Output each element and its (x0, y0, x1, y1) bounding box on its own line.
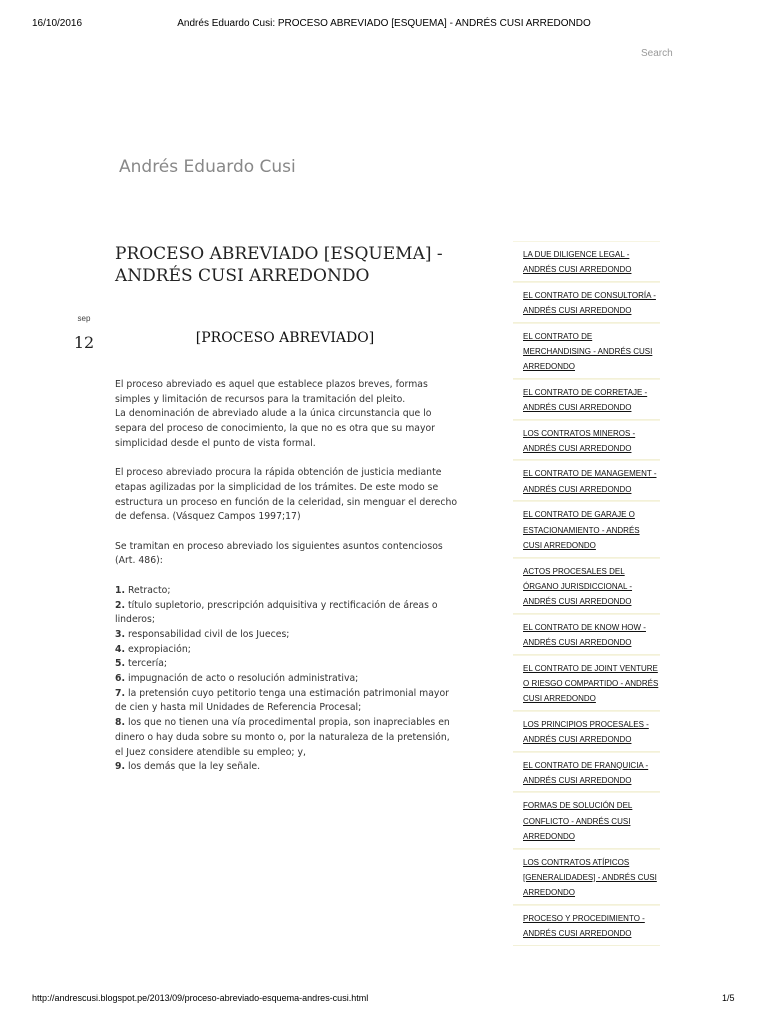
list-item: 6. impugnación de acto o resolución administrativa; (115, 673, 359, 685)
print-page-number: 1/5 (722, 993, 735, 1003)
sidebar-link[interactable]: LOS CONTRATOS ATÍPICOS [GENERALIDADES] - ANDRÉS CUSI ARREDONDO (523, 857, 657, 898)
print-date: 16/10/2016 (32, 18, 83, 29)
list-item: 9. los demás que la ley señale. (115, 761, 261, 773)
sidebar-item (513, 282, 660, 323)
sidebar-item (513, 241, 660, 282)
sidebar-link[interactable]: EL CONTRATO DE CORRETAJE - ANDRÉS CUSI ARREDONDO (523, 387, 648, 413)
sidebar-item (513, 905, 660, 946)
sidebar-item (513, 655, 660, 711)
sidebar-item (513, 323, 660, 379)
sidebar-link[interactable]: EL CONTRATO DE FRANQUICIA - ANDRÉS CUSI ARREDONDO (523, 760, 649, 785)
sidebar-related-posts (513, 241, 660, 946)
list-item: 1. Retracto; (115, 584, 171, 596)
print-url: http://andrescusi.blogspot.pe/2013/09/proceso-abreviado-esquema-andres-cusi.html (32, 993, 369, 1003)
sidebar-item (513, 558, 660, 614)
sidebar-item (513, 752, 660, 793)
sidebar-item (513, 501, 660, 557)
sidebar-link[interactable]: LA DUE DILIGENCE LEGAL - ANDRÉS CUSI ARREDONDO (523, 250, 632, 275)
post-heading: [PROCESO ABREVIADO] (195, 330, 375, 346)
paragraph-definition: El proceso abreviado es aquel que establece plazos breves, formas simples y limitación de recursos para la tramitación del pleito. (115, 379, 428, 405)
sidebar-link[interactable]: LOS CONTRATOS MINEROS - ANDRÉS CUSI ARREDONDO (523, 428, 636, 454)
contentious-matters-list (115, 584, 460, 775)
sidebar-item (513, 849, 660, 905)
sidebar-link[interactable]: EL CONTRATO DE MERCHANDISING - ANDRÉS CUSI ARREDONDO (523, 331, 653, 372)
sidebar-item (513, 711, 660, 752)
sidebar-link[interactable]: PROCESO Y PROCEDIMIENTO - ANDRÉS CUSI ARREDONDO (523, 913, 645, 939)
blog-title[interactable]: Andrés Eduardo Cusi (119, 157, 296, 177)
sidebar-item (513, 614, 660, 655)
list-item: 8. los que no tienen una vía procedimental propia, son inapreciables en dinero o hay duda sobre su monto o, por la naturaleza de la pretensión, el Juez considere atendible su empleo; y, (115, 717, 450, 758)
sidebar-link[interactable]: EL CONTRATO DE JOINT VENTURE O RIESGO COMPARTIDO - ANDRÉS CUSI ARREDONDO (523, 663, 659, 704)
post-date-month: sep (77, 314, 91, 323)
sidebar-item (513, 420, 660, 461)
sidebar-link[interactable]: EL CONTRATO DE GARAJE O ESTACIONAMIENTO - ANDRÉS CUSI ARREDONDO (523, 510, 640, 551)
post-title: PROCESO ABREVIADO [ESQUEMA] - ANDRÉS CUSI ARREDONDO (115, 244, 443, 286)
print-page-title: Andrés Eduardo Cusi: PROCESO ABREVIADO [ESQUEMA] - ANDRÉS CUSI ARREDONDO (177, 18, 591, 29)
paragraph-list-intro: Se tramitan en proceso abreviado los siguientes asuntos contenciosos (Art. 486): (115, 540, 443, 567)
list-item: 7. la pretensión cuyo petitorio tenga una estimación patrimonial mayor de cien y hasta mil Unidades de Referencia Procesal; (115, 687, 449, 714)
sidebar-link[interactable]: EL CONTRATO DE MANAGEMENT - ANDRÉS CUSI ARREDONDO (523, 469, 657, 494)
sidebar-link[interactable]: FORMAS DE SOLUCIÓN DEL CONFLICTO - ANDRÉS CUSI ARREDONDO (523, 801, 633, 842)
list-item: 4. expropiación; (115, 643, 191, 655)
list-item: 5. tercería; (115, 658, 168, 670)
sidebar-link[interactable]: ACTOS PROCESALES DEL ÓRGANO JURISDICCIONAL - ANDRÉS CUSI ARREDONDO (523, 566, 633, 607)
paragraph-purpose: El proceso abreviado procura la rápida obtención de justicia mediante etapas agilizadas por la simplicidad de los trámites. De este modo se estructura un proceso en función de la celeridad, sin menguar el derecho de defensa. (Vásquez Campos 1997;17) (115, 467, 458, 523)
sidebar-link[interactable]: EL CONTRATO DE CONSULTORÍA - ANDRÉS CUSI ARREDONDO (523, 290, 656, 316)
sidebar-item (513, 460, 660, 501)
paragraph-denomination: La denominación de abreviado alude a la única circunstancia que lo separa del proceso de conocimiento, la que no es otra que su mayor simplicidad desde el punto de vista formal. (115, 408, 435, 449)
search-link[interactable]: Search (641, 48, 673, 59)
sidebar-link[interactable]: LOS PRINCIPIOS PROCESALES - ANDRÉS CUSI ARREDONDO (523, 719, 649, 745)
post-date-day: 12 (73, 333, 95, 352)
sidebar-item (513, 379, 660, 420)
sidebar-link[interactable]: EL CONTRATO DE KNOW HOW - ANDRÉS CUSI ARREDONDO (523, 622, 646, 648)
post-body (115, 378, 460, 775)
list-item: 2. título supletorio, prescripción adquisitiva y rectificación de áreas o linderos; (115, 599, 438, 626)
list-item: 3. responsabilidad civil de los Jueces; (115, 628, 290, 640)
sidebar-item (513, 792, 660, 848)
